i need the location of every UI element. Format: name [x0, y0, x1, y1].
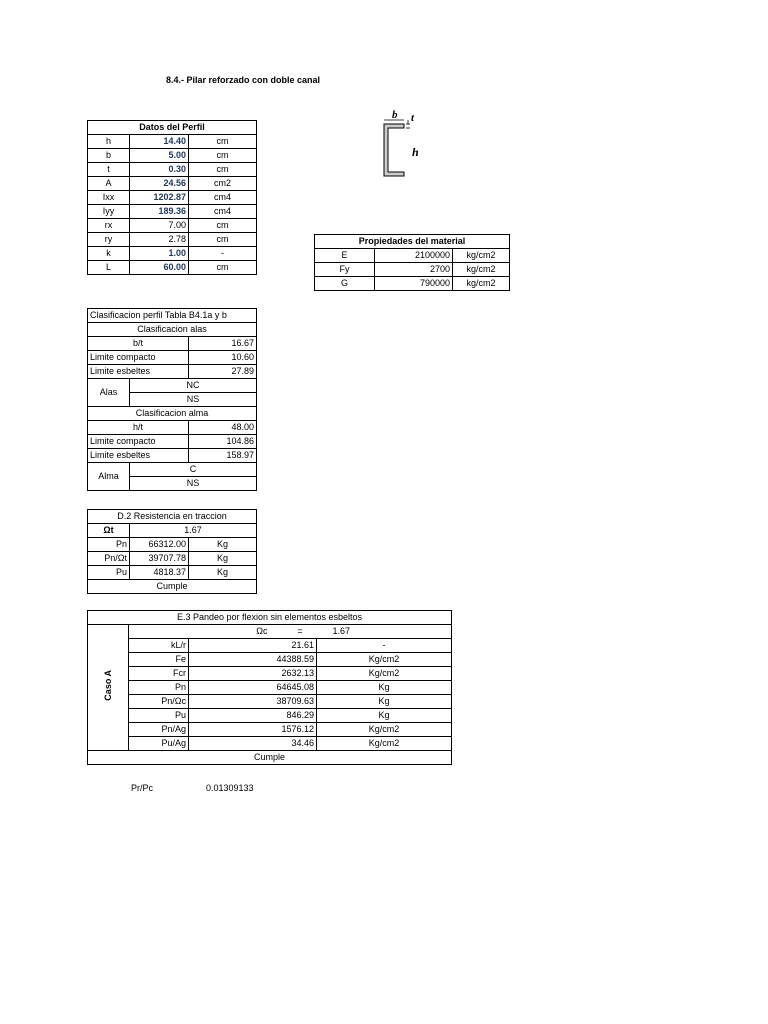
perfil-row [88, 191, 257, 205]
alas-class-2: NS [130, 393, 257, 407]
omega-t-label: Ωt [88, 524, 130, 538]
perfil-name: t [88, 163, 130, 177]
perfil-name: b [88, 149, 130, 163]
ratio-label: Pr/Pc [131, 783, 154, 793]
b-label: b [392, 109, 398, 121]
pandeo-unit: Kg [317, 681, 452, 695]
channel-section-diagram [378, 106, 428, 182]
alas-label: Alas [88, 379, 130, 407]
material-row [315, 249, 510, 263]
pandeo-unit: Kg [317, 709, 452, 723]
le-alas-value: 27.89 [189, 365, 257, 379]
traccion-name: Pu [88, 566, 130, 580]
perfil-unit: cm4 [189, 191, 257, 205]
pandeo-unit: Kg/cm2 [317, 653, 452, 667]
traccion-unit: Kg [189, 552, 257, 566]
pandeo-unit: Kg [317, 695, 452, 709]
pandeo-name: kL/r [129, 639, 189, 653]
traccion-row [88, 566, 257, 580]
ht-label: h/t [88, 421, 189, 435]
pandeo-name: Pn [129, 681, 189, 695]
traccion-row [88, 552, 257, 566]
perfil-value: 2.78 [130, 233, 189, 247]
perfil-value: 24.56 [130, 177, 189, 191]
perfil-unit: cm [189, 233, 257, 247]
perfil-row [88, 247, 257, 261]
pandeo-value: 1576.12 [189, 723, 317, 737]
pandeo-name: Pu [129, 709, 189, 723]
perfil-row [88, 177, 257, 191]
pandeo-row [88, 681, 452, 695]
pandeo-header: E.3 Pandeo por flexion sin elementos esbeltos [88, 611, 452, 625]
pandeo-name: Pu/Ag [129, 737, 189, 751]
perfil-unit: cm4 [189, 205, 257, 219]
perfil-unit: cm [189, 149, 257, 163]
traccion-unit: Kg [189, 538, 257, 552]
pandeo-value: 44388.59 [189, 653, 317, 667]
page-title: 8.4.- Pilar reforzado con doble canal [166, 75, 321, 85]
pandeo-row [88, 653, 452, 667]
traccion-name: Pn [88, 538, 130, 552]
material-unit: kg/cm2 [453, 263, 510, 277]
pandeo-row [88, 639, 452, 653]
pandeo-value: 64645.08 [189, 681, 317, 695]
perfil-value: 60.00 [130, 261, 189, 275]
material-value: 790000 [375, 277, 453, 291]
alma-label: Alma [88, 463, 130, 491]
pandeo-unit: Kg/cm2 [317, 667, 452, 681]
pandeo-value: 38709.63 [189, 695, 317, 709]
perfil-name: rx [88, 219, 130, 233]
material-name: E [315, 249, 375, 263]
le-alma-label: Limite esbeltes [88, 449, 189, 463]
perfil-value: 7.00 [130, 219, 189, 233]
perfil-unit: cm2 [189, 177, 257, 191]
perfil-unit: cm [189, 135, 257, 149]
perfil-row [88, 261, 257, 275]
pandeo-value: 846.29 [189, 709, 317, 723]
traccion-header: D.2 Resistencia en traccion [88, 510, 257, 524]
perfil-value: 14.40 [130, 135, 189, 149]
perfil-unit: cm [189, 163, 257, 177]
perfil-name: Iyy [88, 205, 130, 219]
pandeo-name: Pn/Ωc [129, 695, 189, 709]
perfil-name: k [88, 247, 130, 261]
pandeo-value: 21.61 [189, 639, 317, 653]
material-table [314, 234, 510, 291]
material-unit: kg/cm2 [453, 249, 510, 263]
perfil-unit: cm [189, 219, 257, 233]
pandeo-row [88, 737, 452, 751]
perfil-name: Ixx [88, 191, 130, 205]
perfil-value: 1202.87 [130, 191, 189, 205]
perfil-header: Datos del Perfil [88, 121, 257, 135]
bt-value: 16.67 [189, 337, 257, 351]
omega-c-eq: = [297, 626, 303, 636]
material-header: Propiedades del material [315, 235, 510, 249]
omega-c-label: Ωc [256, 626, 268, 636]
perfil-value: 5.00 [130, 149, 189, 163]
lc-alas-value: 10.60 [189, 351, 257, 365]
alas-header: Clasificacion alas [88, 323, 257, 337]
omega-c-value: 1.67 [332, 626, 351, 636]
traccion-unit: Kg [189, 566, 257, 580]
traccion-row [88, 538, 257, 552]
pandeo-unit: Kg/cm2 [317, 737, 452, 751]
lc-alma-label: Limite compacto [88, 435, 189, 449]
perfil-row [88, 135, 257, 149]
perfil-name: L [88, 261, 130, 275]
le-alma-value: 158.97 [189, 449, 257, 463]
traccion-value: 39707.78 [130, 552, 189, 566]
caso-a-cell [88, 625, 129, 751]
perfil-value: 189.36 [130, 205, 189, 219]
clasificacion-table [87, 308, 257, 491]
alma-class-2: NS [130, 477, 257, 491]
alma-class-1: C [130, 463, 257, 477]
pandeo-unit: Kg/cm2 [317, 723, 452, 737]
material-value: 2100000 [375, 249, 453, 263]
pandeo-table [87, 610, 452, 765]
traccion-value: 66312.00 [130, 538, 189, 552]
caso-a-label: Caso A [102, 670, 113, 701]
material-row [315, 263, 510, 277]
traccion-value: 4818.37 [130, 566, 189, 580]
perfil-value: 0.30 [130, 163, 189, 177]
le-alas-label: Limite esbeltes [88, 365, 189, 379]
alas-class-1: NC [130, 379, 257, 393]
clasif-header: Clasificacion perfil Tabla B4.1a y b [88, 309, 257, 323]
pandeo-row [88, 723, 452, 737]
ht-value: 48.00 [189, 421, 257, 435]
perfil-row [88, 233, 257, 247]
perfil-unit: - [189, 247, 257, 261]
h-label: h [412, 145, 419, 159]
traccion-name: Pn/Ωt [88, 552, 130, 566]
omega-c-row [129, 625, 452, 639]
pandeo-row [88, 667, 452, 681]
perfil-name: h [88, 135, 130, 149]
perfil-table [87, 120, 257, 275]
perfil-row [88, 149, 257, 163]
traccion-result: Cumple [88, 580, 257, 594]
perfil-value: 1.00 [130, 247, 189, 261]
pandeo-name: Fcr [129, 667, 189, 681]
pandeo-name: Fe [129, 653, 189, 667]
pandeo-value: 34.46 [189, 737, 317, 751]
pandeo-value: 2632.13 [189, 667, 317, 681]
material-name: Fy [315, 263, 375, 277]
alma-header: Clasificacion alma [88, 407, 257, 421]
pandeo-row [88, 709, 452, 723]
channel-shape [384, 124, 404, 176]
perfil-row [88, 205, 257, 219]
ratio-value: 0.01309133 [206, 783, 254, 793]
lc-alma-value: 104.86 [189, 435, 257, 449]
t-label: t [411, 112, 415, 124]
material-name: G [315, 277, 375, 291]
perfil-row [88, 163, 257, 177]
perfil-name: A [88, 177, 130, 191]
material-value: 2700 [375, 263, 453, 277]
pandeo-unit: - [317, 639, 452, 653]
lc-alas-label: Limite compacto [88, 351, 189, 365]
pandeo-result: Cumple [88, 751, 452, 765]
pandeo-row [88, 695, 452, 709]
traccion-table [87, 509, 257, 594]
bt-label: b/t [88, 337, 189, 351]
perfil-row [88, 219, 257, 233]
pandeo-name: Pn/Ag [129, 723, 189, 737]
omega-t-value: 1.67 [130, 524, 257, 538]
perfil-unit: cm [189, 261, 257, 275]
perfil-name: ry [88, 233, 130, 247]
material-unit: kg/cm2 [453, 277, 510, 291]
material-row [315, 277, 510, 291]
